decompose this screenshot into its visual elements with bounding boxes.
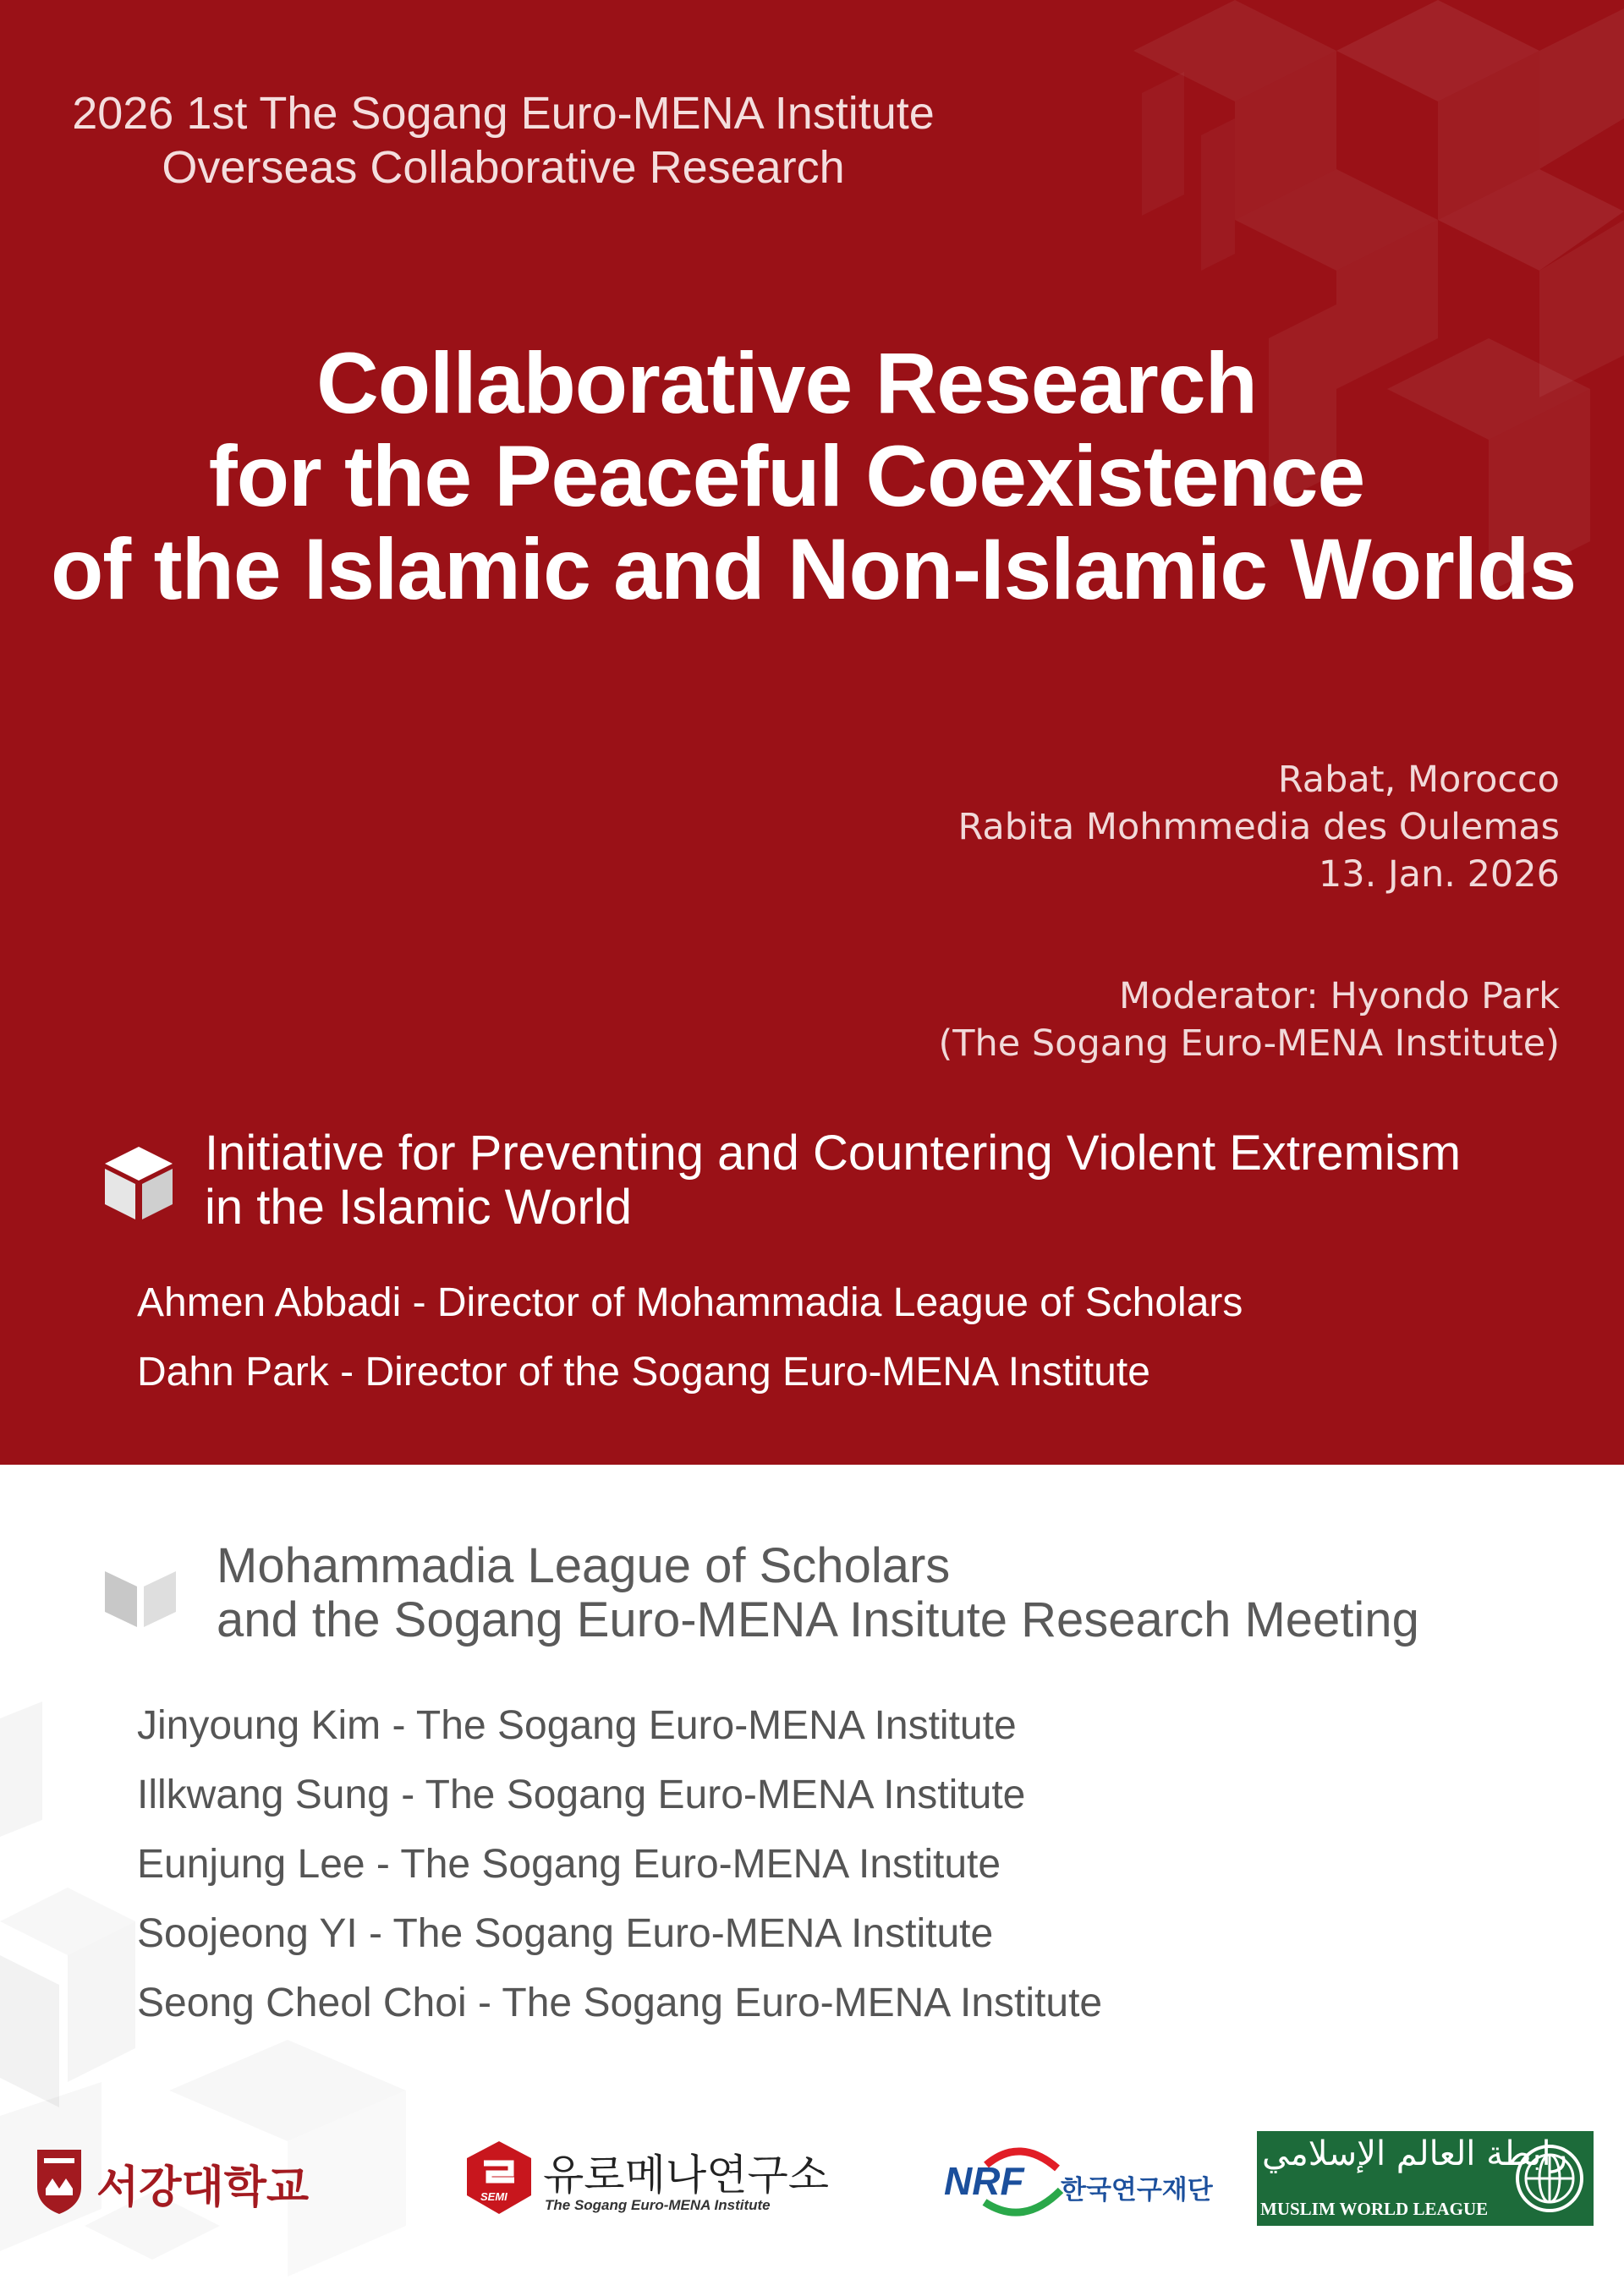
mwl-english-name: MUSLIM WORLD LEAGUE bbox=[1260, 2199, 1489, 2219]
open-cube-icon bbox=[103, 1563, 178, 1630]
mwl-arabic-name: رابطة العالم الإسلامي bbox=[1262, 2134, 1567, 2173]
session-1-title-line-2: in the Islamic World bbox=[205, 1180, 632, 1235]
speaker-item: Ahmen Abbadi - Director of Mohammadia League of Scholars bbox=[137, 1280, 1243, 1325]
venue-place: Rabita Mohmmedia des Oulemas bbox=[957, 806, 1560, 848]
muslim-world-league-logo bbox=[1257, 2131, 1594, 2226]
session-2-title-line-1: Mohammadia League of Scholars bbox=[217, 1538, 951, 1593]
semi-badge-label: SEMI bbox=[480, 2190, 508, 2203]
moderator-affiliation: (The Sogang Euro-MENA Institute) bbox=[938, 1022, 1560, 1065]
globe-emblem-icon bbox=[1514, 2143, 1585, 2214]
speaker-item: Jinyoung Kim - The Sogang Euro-MENA Institute bbox=[137, 1703, 1017, 1748]
sogang-crest-icon bbox=[34, 2145, 85, 2216]
event-series-label bbox=[34, 86, 973, 195]
cube-icon bbox=[102, 1143, 176, 1221]
nrf-abbreviation: NRF bbox=[944, 2159, 1024, 2203]
session-1-title-line-1: Initiative for Preventing and Countering Violent Extremism bbox=[205, 1126, 1462, 1181]
moderator-name: Moderator: Hyondo Park bbox=[1119, 975, 1560, 1017]
moderator-info bbox=[938, 973, 1560, 1067]
speaker-item: Dahn Park - Director of the Sogang Euro-MENA Institute bbox=[137, 1350, 1150, 1395]
speaker-item: Seong Cheol Choi - The Sogang Euro-MENA Institute bbox=[137, 1981, 1103, 2025]
speaker-item: Soojeong YI - The Sogang Euro-MENA Institute bbox=[137, 1911, 994, 1956]
partner-logos bbox=[0, 2131, 1624, 2249]
session-2-title bbox=[217, 1539, 1419, 1647]
speaker-item: Eunjung Lee - The Sogang Euro-MENA Institute bbox=[137, 1842, 1001, 1887]
semi-badge-icon bbox=[464, 2140, 535, 2216]
title-line-2: for the Peaceful Coexistence bbox=[208, 428, 1365, 524]
title-line-3: of the Islamic and Non-Islamic Worlds bbox=[51, 521, 1577, 617]
semi-wordmark: 유로메나연구소 bbox=[543, 2151, 830, 2200]
session-1-title bbox=[205, 1126, 1461, 1235]
event-line-1: 2026 1st The Sogang Euro-MENA Institute bbox=[72, 88, 935, 139]
semi-subtitle: The Sogang Euro-MENA Institute bbox=[545, 2197, 771, 2213]
venue-city: Rabat, Morocco bbox=[1277, 759, 1560, 801]
event-date: 13. Jan. 2026 bbox=[1318, 853, 1560, 896]
semi-logo bbox=[464, 2134, 830, 2228]
venue-info bbox=[957, 756, 1560, 898]
session-2-speakers bbox=[137, 1700, 1102, 2047]
title-line-1: Collaborative Research bbox=[316, 335, 1257, 431]
sogang-university-logo bbox=[34, 2140, 355, 2224]
nrf-logo bbox=[944, 2140, 1223, 2224]
session-2-title-line-2: and the Sogang Euro-MENA Insitute Research Meeting bbox=[217, 1592, 1419, 1647]
event-line-2: Overseas Collaborative Research bbox=[162, 142, 845, 193]
speaker-item: Illkwang Sung - The Sogang Euro-MENA Institute bbox=[137, 1773, 1026, 1817]
page-title bbox=[51, 335, 1577, 617]
session-1-speakers bbox=[137, 1277, 1243, 1416]
sogang-wordmark: 서강대학교 bbox=[96, 2162, 310, 2213]
nrf-wordmark: 한국연구재단 bbox=[1061, 2175, 1213, 2206]
